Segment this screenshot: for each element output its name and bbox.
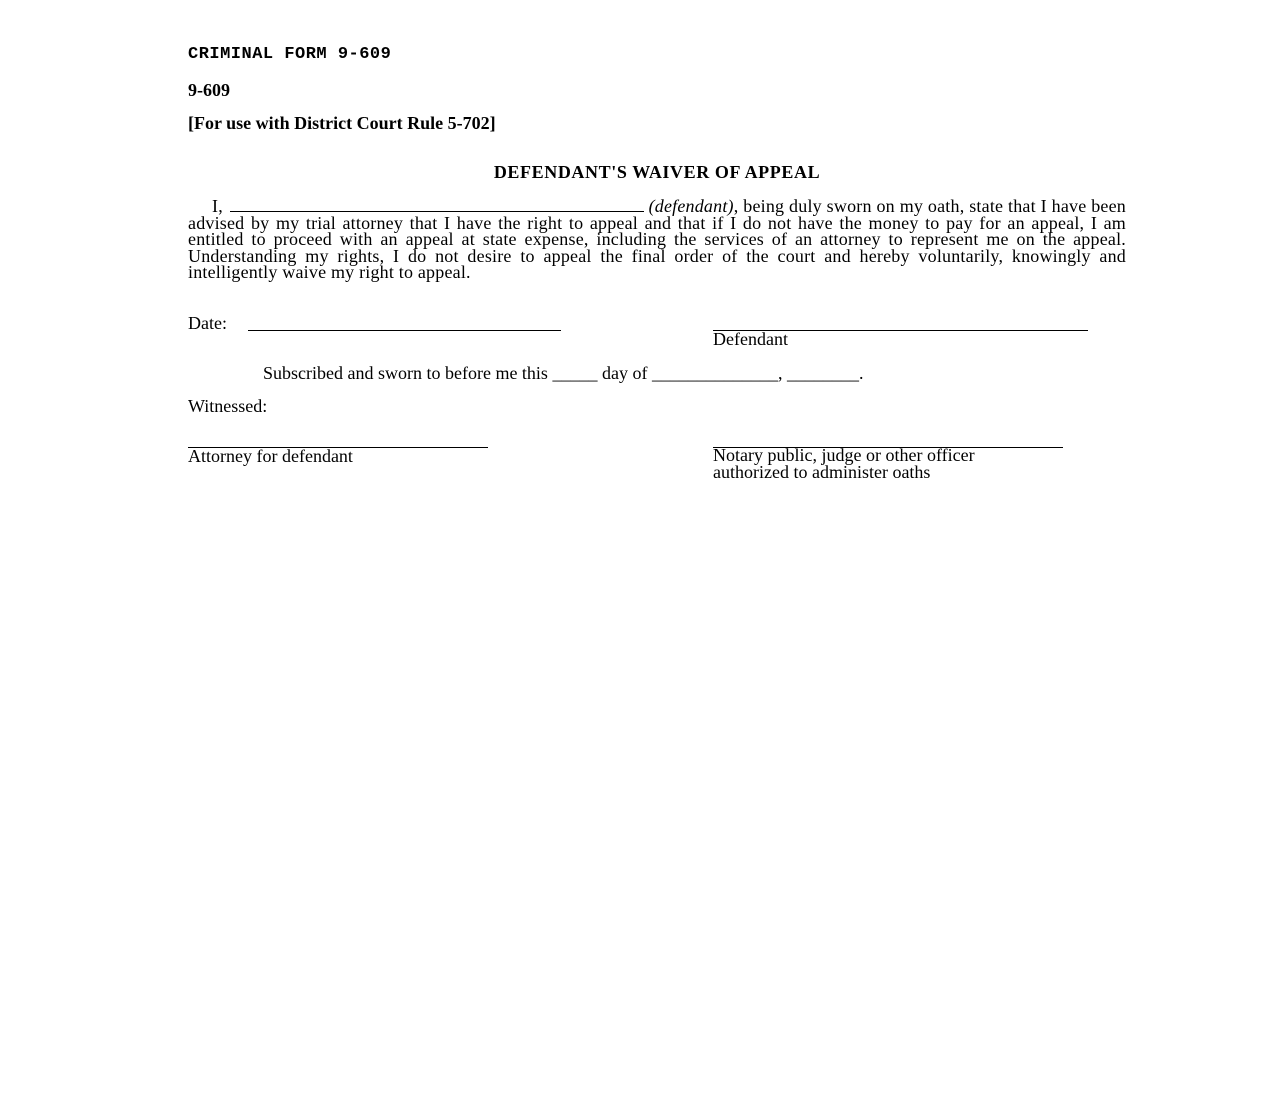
use-note: [For use with District Court Rule 5-702] (188, 113, 496, 133)
oath-day-of: day of (601, 363, 648, 383)
oath-month-blank[interactable]: ______________ (651, 363, 778, 383)
waiver-body-text: , being duly sworn on my oath, state that I have been advised by my trial attorney that I have the right to appeal and that if I do not have the money to pay for an appeal, I am entitled to proceed with an appeal at state expense, including the services of an attorney to represent me on the appeal. Understanding my rights, I do not desire to appeal the final order of the court and hereby voluntarily, knowingly and intelligently waive my right to appeal. (188, 196, 1127, 283)
waiver-statement (188, 197, 1126, 281)
document-title: DEFENDANT'S WAIVER OF APPEAL (493, 162, 821, 182)
defendant-name-blank[interactable] (230, 197, 644, 212)
notary-label: Notary public, judge or other officer authorized to administer oaths (713, 445, 975, 482)
form-number: CRIMINAL FORM 9-609 (188, 45, 392, 64)
intro-text: I, (212, 196, 223, 216)
defendant-label: (defendant) (648, 196, 734, 216)
oath-prefix: Subscribed and sworn to before me this (263, 363, 548, 383)
oath-year-blank[interactable]: ________ (786, 363, 859, 383)
attorney-label: Attorney for defendant (188, 446, 353, 466)
date-label: Date: (188, 313, 227, 333)
witnessed-label: Witnessed: (188, 396, 268, 416)
oath-end: . (858, 363, 864, 383)
date-blank[interactable] (248, 330, 561, 331)
oath-line: Subscribed and sworn to before me this _____ day of ______________, ________. (263, 363, 864, 383)
oath-day-blank[interactable]: _____ (552, 363, 598, 383)
defendant-signature-label: Defendant (713, 329, 788, 349)
rule-number: 9-609 (188, 80, 230, 100)
